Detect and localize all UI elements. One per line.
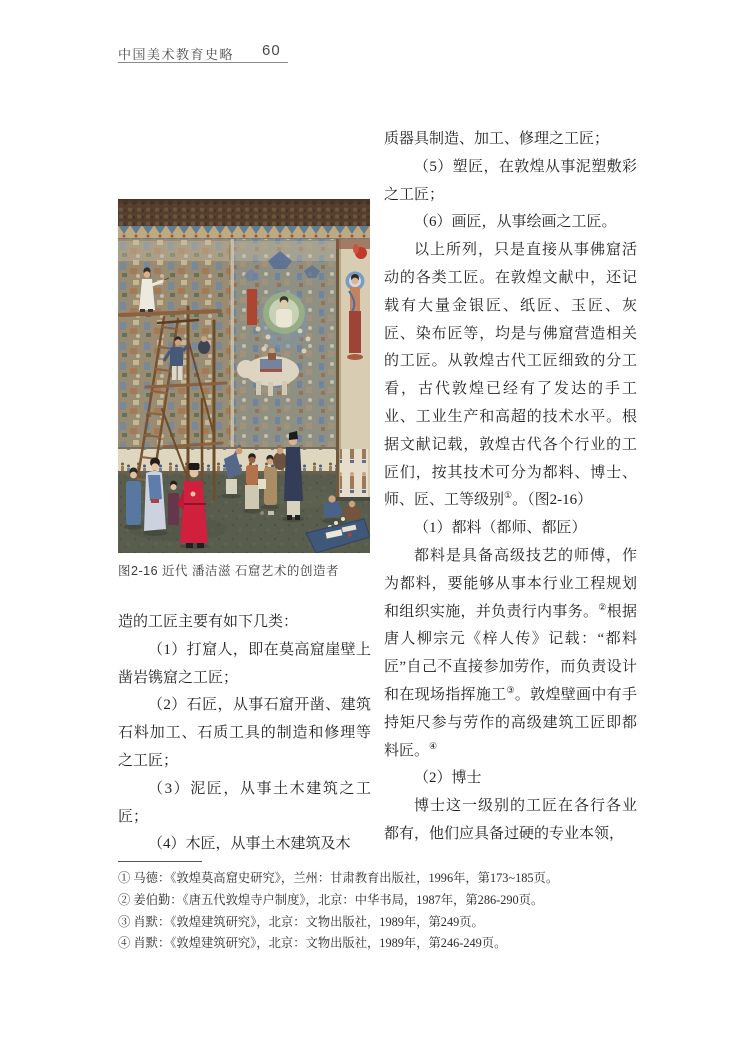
footnote-rule xyxy=(118,861,202,862)
paragraph: （1）都料（都师、都匠） xyxy=(414,520,587,537)
paragraph: （2）博士 xyxy=(414,770,482,787)
footnote: ④ 肖默：《敦煌建筑研究》，北京：文物出版社，1989年，第246-249页。 xyxy=(118,936,507,951)
figure-2-16 xyxy=(118,199,370,553)
cave-painting-illustration xyxy=(118,199,370,553)
figure-caption: 图2-16 近代 潘洁滋 石窟艺术的创造者 xyxy=(118,564,339,578)
page-number: 60 xyxy=(262,42,281,59)
right-column xyxy=(384,126,637,849)
paragraph: 博士这一级别的工匠在各行各业都有，他们应具备过硬的专业本领， xyxy=(384,798,637,842)
paragraph: （4）木匠，从事土木建筑及木 xyxy=(148,836,351,853)
paragraph: （2）石匠，从事石窟开凿、建筑石料加工、石质工具的制造和修理等之工匠； xyxy=(118,697,371,769)
paragraph: （5）塑匠，在敦煌从事泥塑敷彩之工匠； xyxy=(384,158,637,203)
paragraph: 都料是具备高级技艺的师傅，作为都料，要能够从事本行业工程规划和组织实施，并负责行内事务。②根据唐人柳宗元《梓人传》记载：“都料匠”自己不直接参加劳作，而负责设计和在现场指挥施工③。敦煌壁画中有手持矩尺参与劳作的高级建筑工匠即都料匠。④ xyxy=(384,547,637,759)
running-header-title: 中国美术教育史略 xyxy=(118,47,235,62)
left-column xyxy=(118,609,371,859)
paragraph: （3）泥匠，从事土木建筑之工匠； xyxy=(118,780,371,825)
header-rule xyxy=(118,62,288,63)
paragraph: 质器具制造、加工、修理之工匠； xyxy=(384,131,610,147)
paragraph: 以上所列，只是直接从事佛窟活动的各类工匠。在敦煌文献中，还记载有大量金银匠、纸匠、玉匠、灰匠、染布匠等，均是与佛窟营造相关的工匠。从敦煌古代工匠细致的分工看，古代敦煌已经有了发达的手工业、工业生产和高超的技术水平。根据文献记载，敦煌古代各个行业的工匠们，按其技术可分为都料、博士、师、匠、工等级别①。（图2-16） xyxy=(384,242,637,509)
paragraph: （1）打窟人，即在莫高窟崖壁上凿岩镌窟之工匠； xyxy=(118,641,371,686)
footnote: ② 姜伯勤：《唐五代敦煌寺户制度》，北京：中华书局，1987年，第286-290页。 xyxy=(118,892,544,907)
footnotes xyxy=(118,868,638,955)
footnote: ① 马德：《敦煌莫高窟史研究》，兰州：甘肃教育出版社，1996年，第173~185页。 xyxy=(118,871,559,885)
paragraph: （6）画匠，从事绘画之工匠。 xyxy=(414,214,617,231)
footnote: ③ 肖默：《敦煌建筑研究》，北京：文物出版社，1989年，第249页。 xyxy=(118,914,484,929)
paragraph: 造的工匠主要有如下几类： xyxy=(118,614,299,630)
